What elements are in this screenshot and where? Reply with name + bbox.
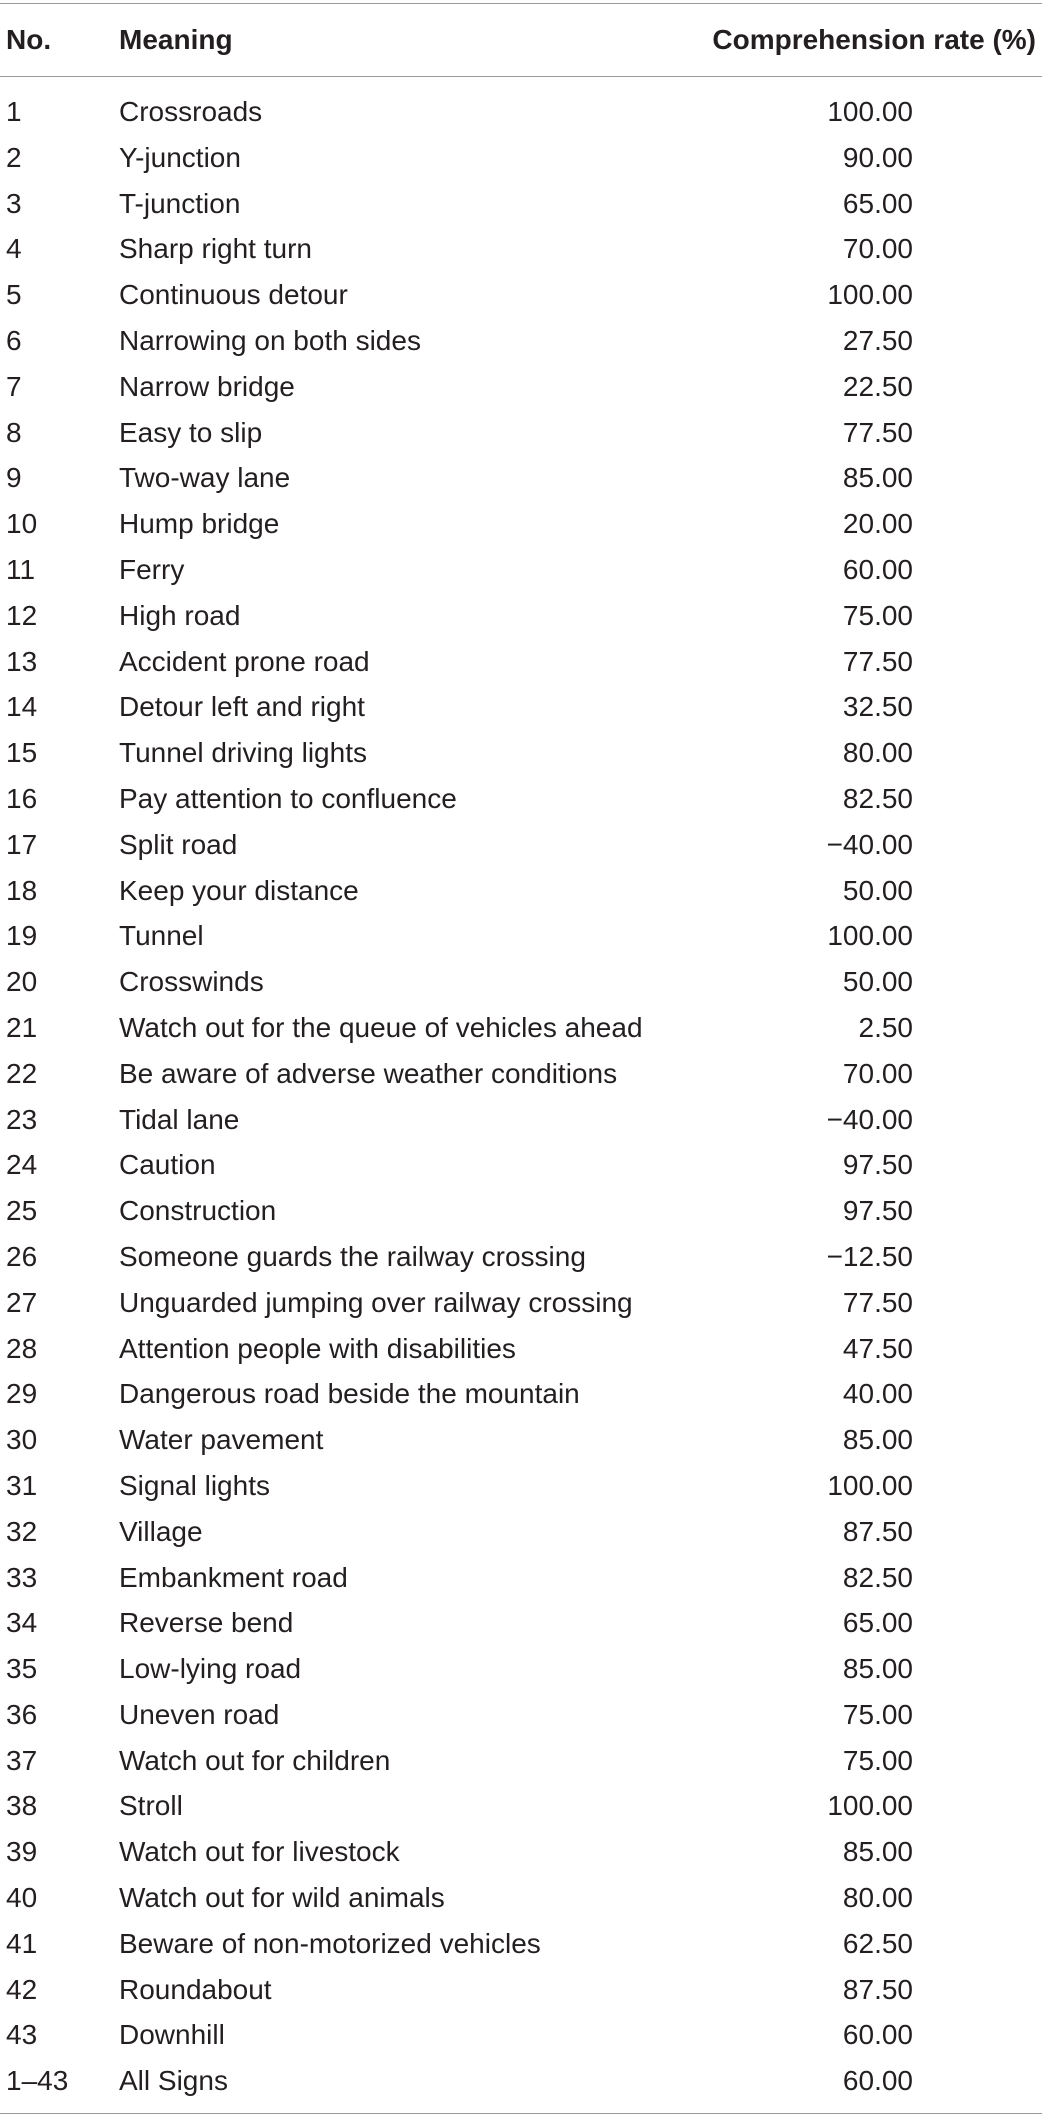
cell-comprehension-rate: 22.50 — [842, 370, 913, 402]
cell-comprehension-rate: 77.50 — [842, 645, 913, 677]
cell-meaning: Sharp right turn — [119, 233, 312, 265]
table-row — [0, 548, 1042, 594]
cell-meaning: Attention people with disabilities — [119, 1332, 516, 1364]
cell-meaning: Stroll — [119, 1790, 183, 1822]
cell-meaning: Hump bridge — [119, 508, 280, 540]
cell-no: 4 — [6, 233, 22, 265]
cell-meaning: Tunnel driving lights — [119, 737, 367, 769]
cell-meaning: All Signs — [119, 2065, 228, 2097]
cell-no: 9 — [6, 462, 22, 494]
cell-meaning: Crossroads — [119, 96, 263, 127]
cell-no: 8 — [6, 416, 22, 448]
cell-comprehension-rate: 100.00 — [827, 1790, 913, 1822]
cell-no: 31 — [6, 1469, 38, 1501]
cell-comprehension-rate: 80.00 — [842, 737, 913, 769]
cell-meaning: Watch out for wild animals — [119, 1882, 445, 1914]
cell-no: 37 — [6, 1744, 38, 1776]
table-row — [0, 1876, 1042, 1922]
cell-comprehension-rate: 50.00 — [842, 966, 913, 998]
cell-comprehension-rate: 50.00 — [842, 874, 913, 906]
table-row — [0, 869, 1042, 915]
cell-no: 26 — [6, 1240, 38, 1272]
cell-comprehension-rate: 75.00 — [842, 1698, 913, 1730]
table-row — [0, 1143, 1042, 1189]
table-row — [0, 136, 1042, 182]
table-row — [0, 1739, 1042, 1785]
table-header — [0, 4, 1042, 76]
table-row — [0, 1464, 1042, 1510]
cell-no: 20 — [6, 966, 38, 998]
cell-no: 1 — [6, 96, 22, 127]
cell-comprehension-rate: 77.50 — [842, 416, 913, 448]
cell-no: 5 — [6, 279, 22, 311]
cell-meaning: Watch out for livestock — [119, 1836, 400, 1868]
cell-no: 32 — [6, 1515, 38, 1547]
cell-meaning: Village — [119, 1515, 203, 1547]
table-row — [0, 1784, 1042, 1830]
header-no: No. — [6, 24, 52, 55]
table-row — [0, 1693, 1042, 1739]
cell-meaning: Construction — [119, 1195, 277, 1227]
cell-no: 24 — [6, 1149, 38, 1181]
table-row — [0, 1968, 1042, 2014]
table-bottom-rule — [0, 2113, 1042, 2114]
cell-no: 22 — [6, 1057, 38, 1089]
cell-comprehension-rate: 75.00 — [842, 599, 913, 631]
table-row — [0, 1510, 1042, 1556]
cell-comprehension-rate: 100.00 — [827, 920, 913, 952]
table-row — [0, 1327, 1042, 1373]
header-comprehension-rate: Comprehension rate (%) — [712, 24, 1036, 55]
cell-comprehension-rate: 65.00 — [842, 1607, 913, 1639]
cell-meaning: Watch out for the queue of vehicles ahead — [119, 1011, 643, 1043]
cell-comprehension-rate: 87.50 — [842, 1515, 913, 1547]
table-row — [0, 594, 1042, 640]
cell-no: 12 — [6, 599, 38, 631]
cell-meaning: T-junction — [119, 187, 241, 219]
cell-comprehension-rate: 27.50 — [842, 324, 913, 356]
cell-no: 25 — [6, 1195, 38, 1227]
cell-no: 11 — [6, 553, 36, 585]
cell-comprehension-rate: 85.00 — [842, 1424, 913, 1456]
cell-meaning: Tunnel — [119, 920, 204, 952]
cell-no: 33 — [6, 1561, 38, 1593]
table-row — [0, 685, 1042, 731]
cell-comprehension-rate: 82.50 — [842, 1561, 913, 1593]
cell-comprehension-rate: 62.50 — [842, 1927, 913, 1959]
cell-no: 18 — [6, 874, 38, 906]
cell-no: 36 — [6, 1698, 38, 1730]
table-row — [0, 1372, 1042, 1418]
table-row — [0, 1418, 1042, 1464]
cell-comprehension-rate: 40.00 — [842, 1378, 913, 1410]
table-row — [0, 1098, 1042, 1144]
cell-comprehension-rate: 100.00 — [827, 1469, 913, 1501]
cell-meaning: Signal lights — [119, 1469, 270, 1501]
cell-meaning: Easy to slip — [119, 416, 263, 448]
cell-no: 10 — [6, 508, 38, 540]
cell-meaning: Water pavement — [119, 1424, 324, 1456]
cell-comprehension-rate: −12.50 — [826, 1240, 913, 1272]
table-row — [0, 1830, 1042, 1876]
cell-comprehension-rate: 100.00 — [827, 96, 913, 127]
table-row — [0, 1647, 1042, 1693]
cell-meaning: Unguarded jumping over railway crossing — [119, 1286, 633, 1318]
cell-comprehension-rate: 70.00 — [842, 233, 913, 265]
cell-no: 43 — [6, 2019, 38, 2051]
table-row — [0, 777, 1042, 823]
cell-meaning: Beware of non-motorized vehicles — [119, 1927, 541, 1959]
cell-no: 2 — [6, 141, 22, 173]
cell-comprehension-rate: 60.00 — [842, 553, 913, 585]
cell-no: 42 — [6, 1973, 38, 2005]
cell-no: 6 — [6, 324, 22, 356]
table-header-rule — [0, 76, 1042, 77]
cell-no: 35 — [6, 1653, 38, 1685]
cell-comprehension-rate: 87.50 — [842, 1973, 913, 2005]
table-row — [0, 182, 1042, 228]
cell-meaning: Embankment road — [119, 1561, 348, 1593]
cell-meaning: Detour left and right — [119, 691, 365, 723]
table-row — [0, 319, 1042, 365]
cell-comprehension-rate: 75.00 — [842, 1744, 913, 1776]
cell-comprehension-rate: 47.50 — [842, 1332, 913, 1364]
cell-meaning: Split road — [119, 828, 238, 860]
table-row — [0, 411, 1042, 457]
table-row — [0, 1006, 1042, 1052]
table-row — [0, 960, 1042, 1006]
table-row — [0, 731, 1042, 777]
cell-comprehension-rate: 85.00 — [842, 1836, 913, 1868]
cell-meaning: Narrowing on both sides — [119, 324, 421, 356]
cell-no: 3 — [6, 187, 22, 219]
cell-meaning: Accident prone road — [119, 645, 370, 677]
table-row — [0, 273, 1042, 319]
cell-meaning: Caution — [119, 1149, 216, 1181]
cell-meaning: Pay attention to confluence — [119, 782, 457, 814]
cell-no: 29 — [6, 1378, 38, 1410]
cell-meaning: Reverse bend — [119, 1607, 294, 1639]
cell-comprehension-rate: 60.00 — [842, 2019, 913, 2051]
cell-meaning: High road — [119, 599, 241, 631]
table-row — [0, 1922, 1042, 1968]
table-row — [0, 1189, 1042, 1235]
table-row — [0, 1556, 1042, 1602]
cell-no: 41 — [6, 1927, 38, 1959]
cell-meaning: Be aware of adverse weather conditions — [119, 1057, 618, 1089]
cell-comprehension-rate: 20.00 — [842, 508, 913, 540]
cell-meaning: Crosswinds — [119, 966, 264, 998]
table-row — [0, 1052, 1042, 1098]
table-row — [0, 456, 1042, 502]
cell-no: 14 — [6, 691, 38, 723]
cell-no: 27 — [6, 1286, 38, 1318]
table-row — [0, 823, 1042, 869]
cell-no: 16 — [6, 782, 38, 814]
cell-meaning: Keep your distance — [119, 874, 359, 906]
table-row — [0, 914, 1042, 960]
cell-meaning: Low-lying road — [119, 1653, 302, 1685]
cell-meaning: Downhill — [119, 2019, 225, 2051]
header-meaning: Meaning — [119, 24, 233, 55]
cell-meaning: Watch out for children — [119, 1744, 391, 1776]
table-row — [0, 1601, 1042, 1647]
cell-no: 39 — [6, 1836, 38, 1868]
cell-comprehension-rate: 65.00 — [842, 187, 913, 219]
cell-meaning: Dangerous road beside the mountain — [119, 1378, 580, 1410]
cell-comprehension-rate: −40.00 — [826, 1103, 913, 1135]
cell-no: 21 — [6, 1011, 38, 1043]
cell-meaning: Y-junction — [119, 141, 241, 173]
cell-meaning: Tidal lane — [119, 1103, 240, 1135]
cell-meaning: Two-way lane — [119, 462, 291, 494]
cell-meaning: Continuous detour — [119, 279, 348, 311]
table-row — [0, 640, 1042, 686]
cell-no: 28 — [6, 1332, 38, 1364]
cell-no: 7 — [6, 370, 22, 402]
cell-no: 15 — [6, 737, 38, 769]
table-row — [0, 365, 1042, 411]
cell-no: 17 — [6, 828, 38, 860]
cell-comprehension-rate: 100.00 — [827, 279, 913, 311]
table-row — [0, 227, 1042, 273]
cell-comprehension-rate: 70.00 — [842, 1057, 913, 1089]
table-row — [0, 502, 1042, 548]
table-row — [0, 1235, 1042, 1281]
table-body — [0, 90, 1042, 2105]
cell-comprehension-rate: 2.50 — [858, 1011, 913, 1043]
table-row — [0, 1281, 1042, 1327]
cell-meaning: Roundabout — [119, 1973, 272, 2005]
cell-no: 40 — [6, 1882, 38, 1914]
cell-comprehension-rate: 60.00 — [842, 2065, 913, 2097]
cell-comprehension-rate: 82.50 — [842, 782, 913, 814]
cell-no: 1–43 — [6, 2065, 69, 2097]
cell-comprehension-rate: 97.50 — [842, 1195, 913, 1227]
cell-no: 23 — [6, 1103, 38, 1135]
cell-no: 38 — [6, 1790, 38, 1822]
cell-no: 13 — [6, 645, 38, 677]
cell-comprehension-rate: 32.50 — [842, 691, 913, 723]
cell-no: 19 — [6, 920, 38, 952]
cell-comprehension-rate: 80.00 — [842, 1882, 913, 1914]
cell-meaning: Uneven road — [119, 1698, 280, 1730]
cell-no: 30 — [6, 1424, 38, 1456]
table-row — [0, 2013, 1042, 2059]
cell-comprehension-rate: 85.00 — [842, 1653, 913, 1685]
table-row — [0, 90, 1042, 136]
cell-meaning: Narrow bridge — [119, 370, 295, 402]
cell-comprehension-rate: −40.00 — [826, 828, 913, 860]
table-row — [0, 2059, 1042, 2105]
cell-no: 34 — [6, 1607, 38, 1639]
cell-comprehension-rate: 97.50 — [842, 1149, 913, 1181]
cell-meaning: Ferry — [119, 553, 185, 585]
cell-meaning: Someone guards the railway crossing — [119, 1240, 586, 1272]
cell-comprehension-rate: 85.00 — [842, 462, 913, 494]
cell-comprehension-rate: 90.00 — [842, 141, 913, 173]
cell-comprehension-rate: 77.50 — [842, 1286, 913, 1318]
